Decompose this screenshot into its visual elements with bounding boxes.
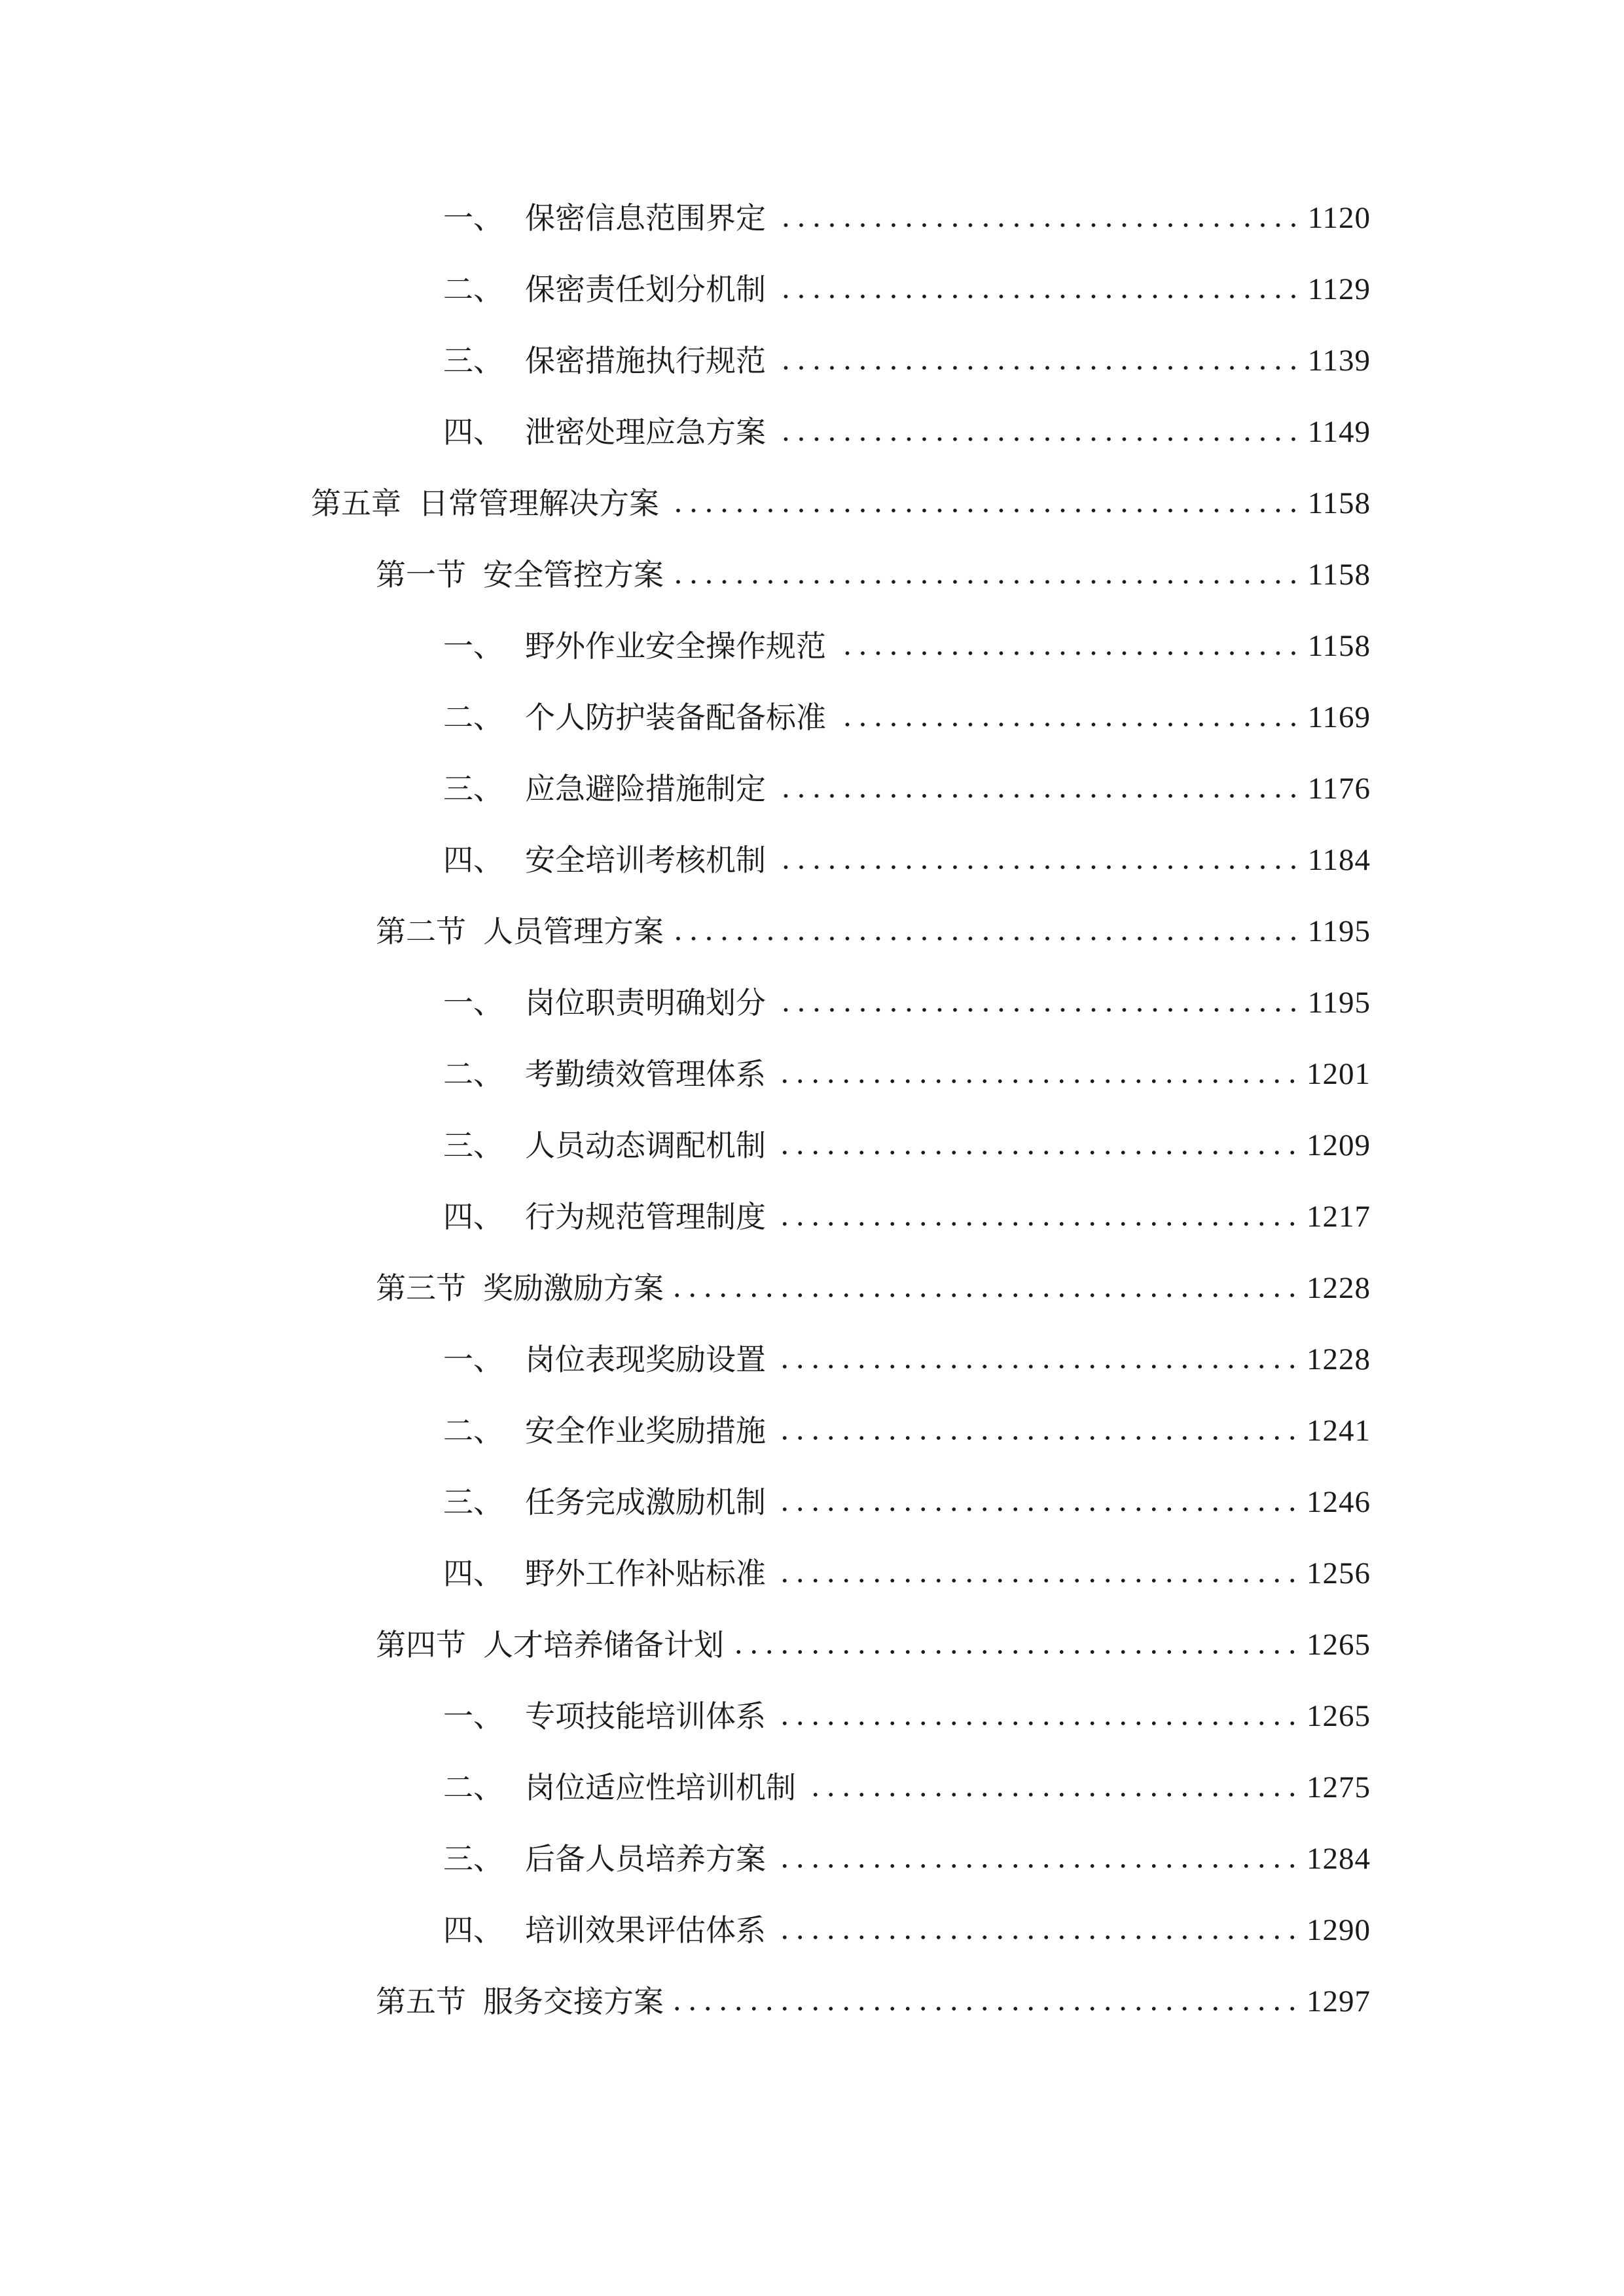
dot-leader [770, 1550, 1307, 1597]
item-title: 人员动态调配机制 [525, 1128, 766, 1163]
section-title: 奖励激励方案 [483, 1270, 664, 1306]
item-number: 四、 [443, 1556, 503, 1591]
page-number: 1209 [1307, 1128, 1371, 1162]
item-number: 二、 [443, 700, 503, 735]
item-number: 三、 [443, 1484, 503, 1520]
page-number: 1139 [1307, 344, 1371, 378]
toc-section[interactable] [376, 1265, 1371, 1312]
toc-entry[interactable] [443, 1407, 1371, 1454]
page-number: 1284 [1307, 1842, 1371, 1876]
item-number: 三、 [443, 771, 503, 806]
page-number: 1158 [1307, 558, 1371, 592]
item-number: 四、 [443, 1912, 503, 1948]
item-title: 岗位表现奖励设置 [525, 1342, 766, 1377]
toc-entry[interactable] [443, 1193, 1371, 1240]
dot-leader [668, 908, 1308, 955]
toc-entry[interactable] [443, 337, 1371, 384]
dot-leader [770, 1693, 1307, 1740]
item-title: 考勤绩效管理体系 [525, 1056, 766, 1092]
dot-leader [770, 1835, 1307, 1882]
page-number: 1217 [1307, 1200, 1371, 1234]
toc-entry[interactable] [443, 1835, 1371, 1882]
section-title: 安全管控方案 [483, 557, 664, 592]
dot-leader [770, 1479, 1307, 1526]
page-number: 1195 [1307, 914, 1371, 948]
item-title: 野外作业安全操作规范 [525, 628, 826, 664]
item-title: 保密措施执行规范 [525, 343, 766, 378]
toc-section[interactable] [376, 908, 1371, 955]
toc-chapter[interactable] [311, 480, 1371, 527]
dot-leader [830, 622, 1308, 670]
dot-leader [770, 1122, 1307, 1169]
item-number: 二、 [443, 272, 503, 307]
dot-leader [830, 694, 1308, 741]
dot-leader [668, 1978, 1307, 2025]
item-title: 泄密处理应急方案 [525, 414, 766, 450]
page-number: 1129 [1307, 272, 1371, 306]
toc-entry[interactable] [443, 765, 1371, 812]
page-number: 1149 [1307, 415, 1371, 449]
item-title: 行为规范管理制度 [525, 1199, 766, 1234]
toc-entry[interactable] [443, 1336, 1371, 1383]
dot-leader [728, 1621, 1307, 1668]
page-number: 1158 [1307, 629, 1371, 663]
section-number: 第二节 [376, 914, 466, 949]
page-number: 1120 [1307, 201, 1371, 235]
chapter-title: 日常管理解决方案 [418, 486, 659, 521]
dot-leader [770, 1336, 1307, 1383]
toc-entry[interactable] [443, 1764, 1371, 1811]
section-number: 第一节 [376, 557, 466, 592]
toc-entry[interactable] [443, 1050, 1371, 1098]
page-number: 1246 [1307, 1485, 1371, 1519]
item-title: 安全培训考核机制 [525, 842, 766, 878]
item-title: 任务完成激励机制 [525, 1484, 766, 1520]
toc-entry[interactable] [443, 1693, 1371, 1740]
page-number: 1201 [1307, 1057, 1371, 1091]
dot-leader [770, 1193, 1307, 1240]
dot-leader [770, 1407, 1307, 1454]
item-number: 二、 [443, 1770, 503, 1805]
page-number: 1265 [1307, 1699, 1371, 1733]
dot-leader [668, 1265, 1307, 1312]
dot-leader [770, 408, 1308, 456]
page-number: 1275 [1307, 1770, 1371, 1804]
dot-leader [770, 266, 1308, 313]
dot-leader [770, 337, 1308, 384]
page-number: 1290 [1307, 1913, 1371, 1947]
page-number: 1265 [1307, 1628, 1371, 1662]
toc-entry[interactable] [443, 979, 1371, 1026]
item-number: 二、 [443, 1413, 503, 1448]
toc-entry[interactable] [443, 194, 1371, 242]
chapter-number: 第五章 [311, 486, 401, 521]
dot-leader [770, 194, 1308, 242]
toc-section[interactable] [376, 1621, 1371, 1668]
item-number: 一、 [443, 200, 503, 236]
page-number: 1176 [1307, 772, 1371, 806]
item-number: 四、 [443, 842, 503, 878]
toc-entry[interactable] [443, 408, 1371, 456]
item-title: 保密信息范围界定 [525, 200, 766, 236]
toc-entry[interactable] [443, 836, 1371, 884]
section-title: 人员管理方案 [483, 914, 664, 949]
item-title: 保密责任划分机制 [525, 272, 766, 307]
page-number: 1184 [1307, 843, 1371, 877]
item-number: 一、 [443, 628, 503, 664]
item-title: 后备人员培养方案 [525, 1841, 766, 1876]
toc-entry[interactable] [443, 266, 1371, 313]
section-number: 第四节 [376, 1627, 466, 1662]
dot-leader [770, 1050, 1307, 1098]
item-title: 应急避险措施制定 [525, 771, 766, 806]
item-number: 三、 [443, 1128, 503, 1163]
dot-leader [770, 1907, 1307, 1954]
dot-leader [770, 765, 1308, 812]
item-title: 个人防护装备配备标准 [525, 700, 826, 735]
item-number: 三、 [443, 343, 503, 378]
page-number: 1169 [1307, 700, 1371, 734]
item-number: 一、 [443, 1342, 503, 1377]
section-title: 人才培养储备计划 [483, 1627, 724, 1662]
page-number: 1228 [1307, 1271, 1371, 1305]
item-title: 岗位职责明确划分 [525, 985, 766, 1020]
page-number: 1228 [1307, 1342, 1371, 1376]
item-title: 野外工作补贴标准 [525, 1556, 766, 1591]
item-number: 一、 [443, 985, 503, 1020]
item-number: 四、 [443, 1199, 503, 1234]
item-title: 安全作业奖励措施 [525, 1413, 766, 1448]
dot-leader [770, 979, 1308, 1026]
page-number: 1158 [1307, 486, 1371, 520]
item-title: 专项技能培训体系 [525, 1698, 766, 1734]
toc-entry[interactable] [443, 694, 1371, 741]
page-number: 1195 [1307, 986, 1371, 1020]
section-title: 服务交接方案 [483, 1984, 664, 2019]
toc-section[interactable] [376, 1978, 1371, 2025]
item-number: 二、 [443, 1056, 503, 1092]
dot-leader [668, 551, 1308, 598]
section-number: 第三节 [376, 1270, 466, 1306]
item-title: 培训效果评估体系 [525, 1912, 766, 1948]
dot-leader [770, 836, 1308, 884]
dot-leader [663, 480, 1308, 527]
item-title: 岗位适应性培训机制 [525, 1770, 796, 1805]
toc-entry[interactable] [443, 1122, 1371, 1169]
item-number: 一、 [443, 1698, 503, 1734]
toc-entry[interactable] [443, 1550, 1371, 1597]
dot-leader [800, 1764, 1307, 1811]
item-number: 四、 [443, 414, 503, 450]
toc-entry[interactable] [443, 1907, 1371, 1954]
toc-entry[interactable] [443, 1479, 1371, 1526]
toc-section[interactable] [376, 551, 1371, 598]
item-number: 三、 [443, 1841, 503, 1876]
page-number: 1241 [1307, 1414, 1371, 1448]
page-number: 1297 [1307, 1984, 1371, 2018]
toc-entry[interactable] [443, 622, 1371, 670]
page-number: 1256 [1307, 1556, 1371, 1590]
section-number: 第五节 [376, 1984, 466, 2019]
